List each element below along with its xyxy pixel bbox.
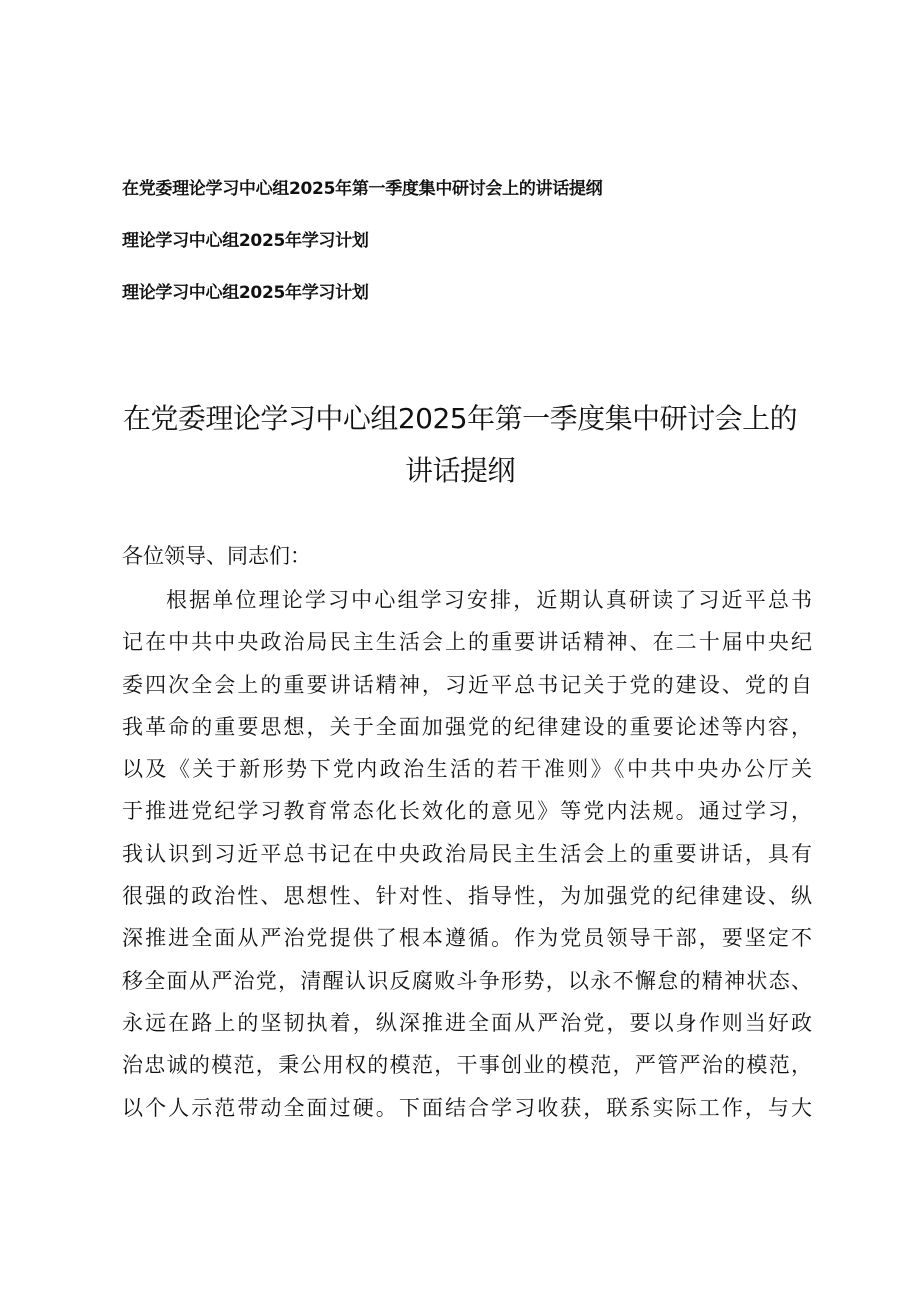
body-line: 永远在路上的坚韧执着，纵深推进全面从严治党，要以身作则当好政 [122,1010,812,1035]
document-title [100,393,820,497]
body-line: 移全面从严治党，清醒认识反腐败斗争形势，以永不懈怠的精神状态、 [122,968,812,993]
table-of-contents [122,178,822,334]
body-line: 根据单位理论学习中心组学习安排，近期认真研读了习近平总书 [166,588,812,612]
body-line: 以及《关于新形势下党内政治生活的若干准则》《中共中央办公厅关 [122,757,812,782]
toc-item[interactable]: 在党委理论学习中心组2025年第一季度集中研讨会上的讲话提纲 [122,179,603,199]
body-line: 记在中共中央政治局民主生活会上的重要讲话精神、在二十届中央纪 [122,630,812,655]
body-line: 于推进党纪学习教育常态化长效化的意见》等党内法规。通过学习， [122,799,812,824]
body-paragraph [122,584,812,1134]
salutation: 各位领导、同志们： [122,544,311,568]
body-line: 治忠诚的模范，秉公用权的模范，干事创业的模范，严管严治的模范， [122,1053,812,1078]
toc-item[interactable]: 理论学习中心组2025年学习计划 [122,231,369,251]
title-line: 在党委理论学习中心组2025年第一季度集中研讨会上的 [122,402,798,435]
body-line: 很强的政治性、思想性、针对性、指导性，为加强党的纪律建设、纵 [122,884,812,909]
title-line: 讲话提纲 [404,454,515,487]
body-line: 我革命的重要思想，关于全面加强党的纪律建设的重要论述等内容， [122,714,812,739]
body-line: 我认识到习近平总书记在中央政治局民主生活会上的重要讲话，具有 [122,841,812,866]
body-line: 委四次全会上的重要讲话精神，习近平总书记关于党的建设、党的自 [122,672,812,697]
body-line: 深推进全面从严治党提供了根本遵循。作为党员领导干部，要坚定不 [122,926,812,951]
body-line: 以个人示范带动全面过硬。下面结合学习收获，联系实际工作，与大 [122,1095,812,1120]
toc-item[interactable]: 理论学习中心组2025年学习计划 [122,283,369,303]
